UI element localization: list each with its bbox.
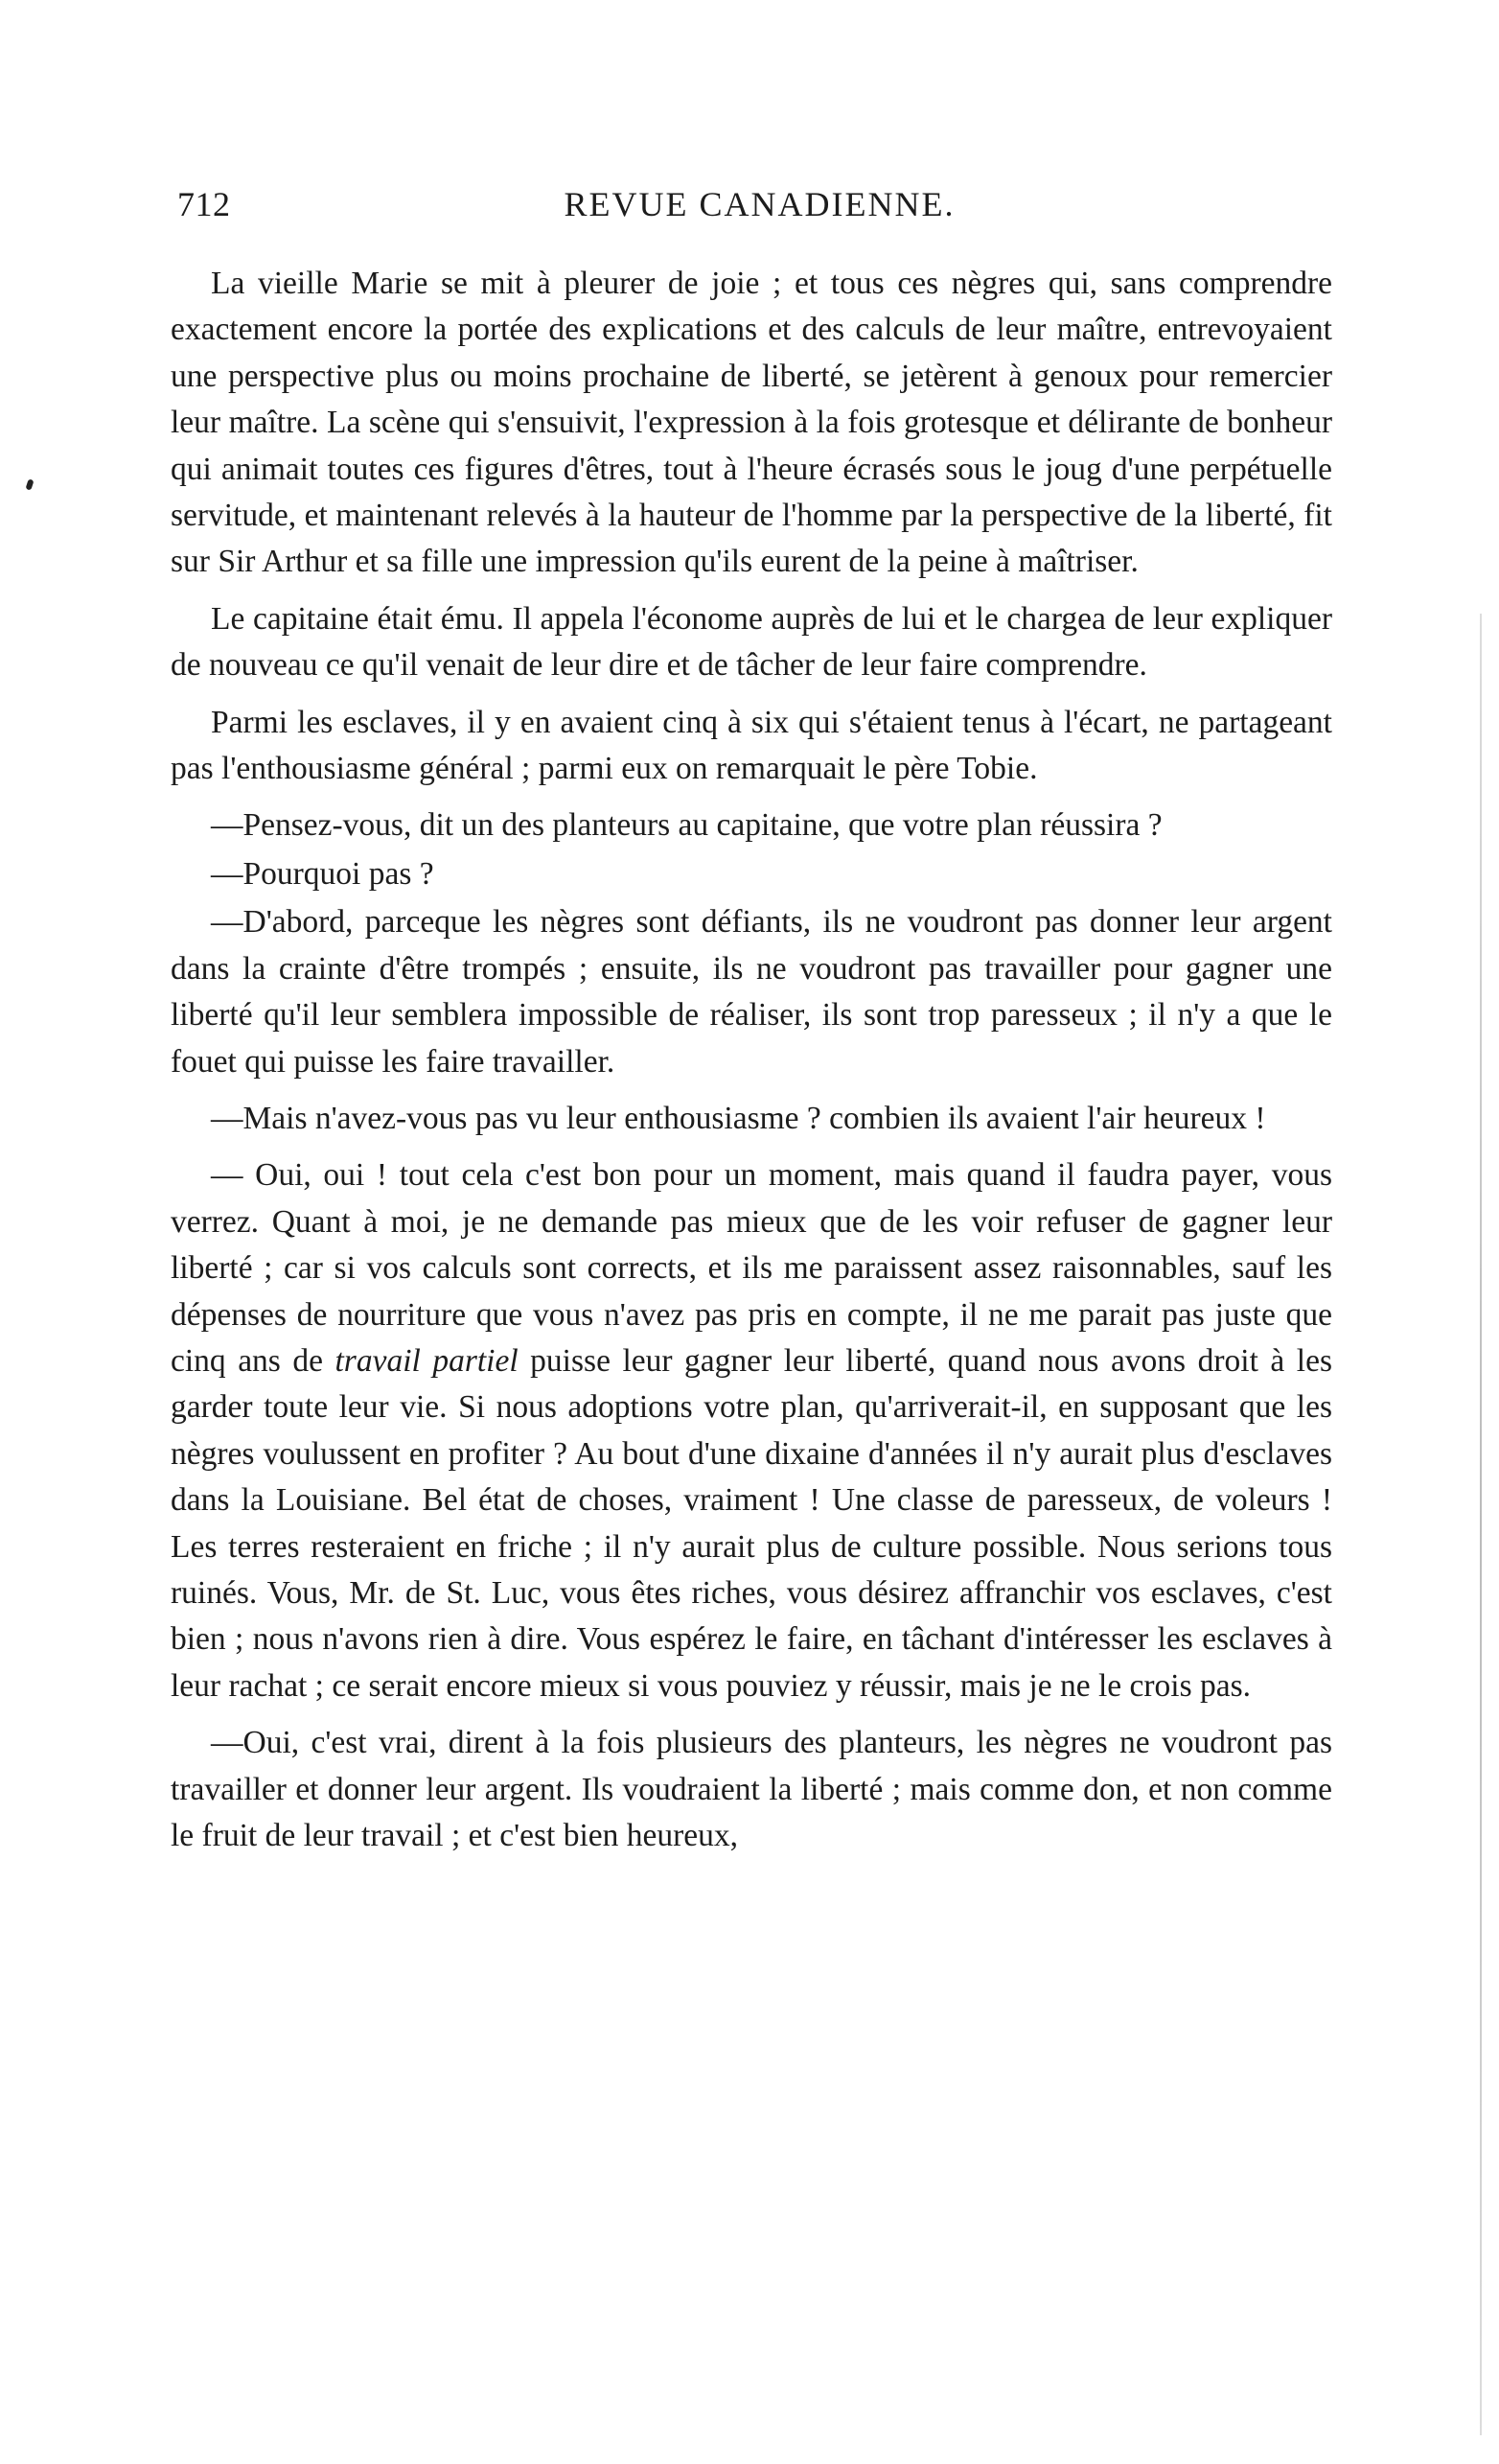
running-title: REVUE CANADIENNE. <box>564 185 956 223</box>
dialogue-line <box>171 1720 1332 1859</box>
paragraph-text: —Oui, c'est vrai, dirent à la fois plusieurs des planteurs, les nègres ne voudront pas travailler et donner leur argent. Ils voudraient la liberté ; mais comme don, et non comme le fruit de leur travail ; et c'est bien heureux, <box>171 1725 1332 1853</box>
italic-phrase: travail partiel <box>334 1342 519 1379</box>
page-number: 712 <box>177 185 231 223</box>
paragraph-text: La vieille Marie se mit à pleurer de joie ; et tous ces nègres qui, sans comprendre exactement encore la portée des explications et des calculs de leur maître, entrevoyaient une perspective plus ou moins prochaine de liberté, se jetèrent à genoux pour remercier leur maître. La scène qui s'ensuivit, l'expression à la fois grotesque et délirante de bonheur qui animait toutes ces figures d'êtres, tout à l'heure écrasés sous le joug d'une perpétuelle servitude, et maintenant relevés à la hauteur de l'homme par la perspective de la liberté, fit sur Sir Arthur et sa fille une impression qu'ils eurent de la peine à maîtriser. <box>171 266 1332 580</box>
paragraph-text: Le capitaine était ému. Il appela l'économe auprès de lui et le chargea de leur expliquer de nouveau ce qu'il venait de leur dire et de tâcher de leur faire comprendre. <box>171 600 1332 684</box>
dialogue-line <box>171 899 1332 1085</box>
paragraph <box>171 700 1332 793</box>
paragraph-text: Parmi les esclaves, il y en avaient cinq à six qui s'étaient tenus à l'écart, ne partageant pas l'enthousiasme général ; parmi eux on remarquait le père Tobie. <box>171 704 1332 787</box>
paragraph-text: —Mais n'avez-vous pas vu leur enthousiasme ? combien ils avaient l'air heureux ! <box>211 1100 1266 1136</box>
dialogue-line <box>171 1152 1332 1709</box>
page-header <box>177 184 1342 232</box>
paragraph-text: —D'abord, parceque les nègres sont défiants, ils ne voudront pas donner leur argent dans la crainte d'être trompés ; ensuite, ils ne voudront pas travailler pour gagner une liberté qu'il leur semblera impossible de réaliser, ils sont trop paresseux ; il n'y a que le fouet qui puisse les faire travailler. <box>171 904 1332 1080</box>
paragraph <box>171 261 1332 586</box>
dialogue-line <box>171 802 1332 848</box>
paragraph-text: —Pensez-vous, dit un des planteurs au capitaine, que votre plan réussira ? <box>211 807 1163 844</box>
margin-ink-mark <box>25 478 34 490</box>
dialogue-line <box>171 851 1332 897</box>
paragraph-text: — Oui, oui ! tout cela c'est bon pour un moment, mais quand il faudra payer, vous verrez. Quant à moi, je ne demande pas mieux que de les voir refuser de gagner leur liberté ; car si vos calculs sont corrects, et ils me paraissent assez raisonnables, sauf les dépenses de nourriture que vous n'avez pas pris en compte, il ne me parait pas juste que cinq ans de <box>171 1157 1332 1379</box>
paragraph <box>171 596 1332 689</box>
paragraph-text: —Pourquoi pas ? <box>211 855 434 892</box>
dialogue-line <box>171 1096 1332 1142</box>
body-text <box>171 261 1332 1870</box>
scan-page-edge <box>1480 614 1482 2435</box>
paragraph-text: puisse leur gagner leur liberté, quand nous avons droit à les garder toute leur vie. Si nous adoptions votre plan, qu'arriverait-il, en supposant que les nègres voulussent en profiter ? Au bout d'une dixaine d'années il n'y aurait plus d'esclaves dans la Louisiane. Bel état de choses, vraiment ! Une classe de paresseux, de voleurs ! Les terres resteraient en friche ; il n'y aurait plus de culture possible. Nous serions tous ruinés. Vous, Mr. de St. Luc, vous êtes riches, vous désirez affranchir vos esclaves, c'est bien ; nous n'avons rien à dire. Vous espérez le faire, en tâchant d'intéresser les esclaves à leur rachat ; ce serait encore mieux si vous pouviez y réussir, mais je ne le crois pas. <box>171 1342 1332 1704</box>
